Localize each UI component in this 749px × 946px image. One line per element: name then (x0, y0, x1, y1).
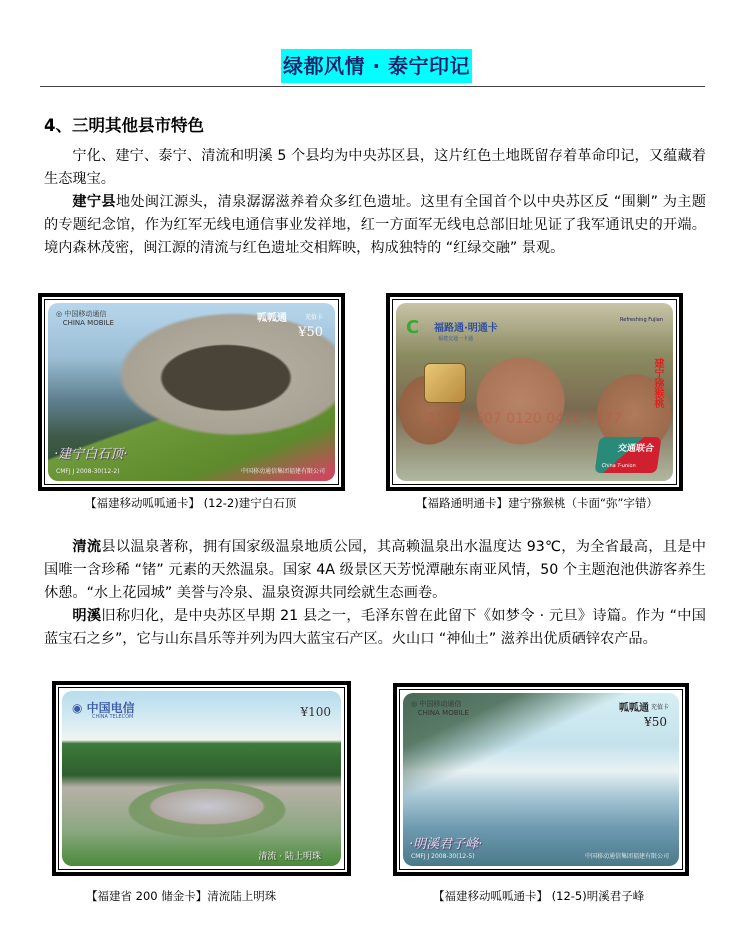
card-value: ¥50 (298, 325, 323, 340)
card-value: ¥50 (644, 715, 667, 729)
card-caption: 【福建省 200 储金卡】清流陆上明珠 (86, 889, 277, 903)
paragraph-jianning (44, 191, 706, 260)
paragraph-bold-lead: 建宁县 (72, 194, 116, 210)
scene-title: ·明溪君子峰· (409, 837, 483, 852)
card-caption: 【福路通明通卡】建宁猕猴桃（卡面“弥”字错） (416, 496, 658, 510)
brand-en: CHINA TELECOM (92, 714, 134, 720)
fulutong-logo-icon: C (406, 317, 420, 338)
paragraph-qingliu (44, 536, 706, 605)
paragraph-text: 地处闽江源头，清泉潺潺滋养着众多红色遗址。这里有全国首个以中央苏区反 “围剿” 为主题的专题纪念馆，作为红军无线电通信事业发祥地，红一方面军无线电总部旧址见证了我军通讯史的开端。境内森林茂密，闽江源的清流与红色遗址交相辉映，构成独特的 “红绿交融” 景观。 (44, 194, 706, 256)
side-text: 建宁猕猴桃 (652, 358, 663, 408)
paragraph-bold-lead: 清流 (72, 539, 102, 555)
scene-title: 清流 · 陆上明珠 (258, 852, 321, 862)
paragraph-bold-lead: 明溪 (72, 608, 102, 624)
card-brand: 福路通·明通卡 (434, 323, 498, 334)
card-image-kiwi (396, 303, 673, 481)
product-sub: 充值卡 (650, 704, 669, 711)
product-name: 呱呱通 (257, 313, 287, 324)
card-frame-kiwi (386, 293, 683, 491)
product-name: 呱呱通 (619, 703, 649, 714)
paragraph-text: 县以温泉著称，拥有国家级温泉地质公园，其高赖温泉出水温度达 93℃，为全省最高，且是中国唯一含珍稀 “锗” 元素的天然温泉。国家 4A 级景区天芳悦潭融东南亚风情，50 个主题泡池供游客养生休憩。“水上花园城” 美誉与冷泉、温泉资源共同绘就生态画卷。 (44, 539, 706, 601)
card-value: ¥100 (300, 705, 331, 719)
paragraph-mingxi (44, 605, 706, 651)
china-telecom-logo: ◉ 中国电信 (72, 701, 135, 715)
card-number: 3105 0607 0120 0410 4177 (426, 411, 622, 427)
page-header-title: 绿都风情 · 泰宁印记 (281, 49, 472, 83)
card-serial: CMFJ J 2008-30(12-2) (56, 468, 120, 475)
card-frame-qingliu (52, 681, 351, 876)
card-issuer: 中国移动通信集团福建有限公司 (240, 468, 325, 475)
t-union-logo: 交通联合 China T-union (594, 437, 661, 473)
card-serial: CMFJ J 2008-30(12-5) (411, 853, 475, 860)
card-caption: 【福建移动呱呱通卡】 (12-5)明溪君子峰 (433, 889, 645, 903)
paragraph-text: 宁化、建宁、泰宁、清流和明溪 5 个县均为中央苏区县，这片红色土地既留存着革命印记，又蕴藏着生态瑰宝。 (44, 148, 706, 187)
china-mobile-logo: ◎ 中国移动通信 CHINA MOBILE (56, 310, 114, 327)
card-brand-sub: 福建交通一卡通 (438, 336, 474, 342)
paragraph-intro (44, 145, 706, 191)
header-divider (40, 86, 705, 87)
paragraph-text: 旧称归化，是中央苏区早期 21 县之一，毛泽东曾在此留下《如梦令 · 元旦》诗篇。作为 “中国蓝宝石之乡”，它与山东昌乐等并列为四大蓝宝石产区。火山口 “神仙土” 滋养出优质硒锌农产品。 (44, 608, 706, 647)
china-mobile-logo: ◎ 中国移动通信 CHINA MOBILE (411, 700, 469, 717)
chip-icon (424, 363, 466, 403)
corner-brand: Refreshing Fujian (620, 317, 663, 323)
card-frame-baishiding (38, 293, 345, 491)
card-image-junzifeng (403, 693, 679, 866)
product-sub: 充值卡 (304, 314, 323, 321)
card-frame-junzifeng (393, 683, 689, 876)
scene-title: ·建宁白石顶· (54, 447, 128, 462)
card-issuer: 中国移动通信集团福建有限公司 (584, 853, 669, 860)
card-image-qingliu (62, 691, 341, 866)
card-image-baishiding (48, 303, 335, 481)
card-caption: 【福建移动呱呱通卡】 (12-2)建宁白石顶 (85, 496, 297, 510)
section-title: 4、三明其他县市特色 (44, 116, 204, 135)
